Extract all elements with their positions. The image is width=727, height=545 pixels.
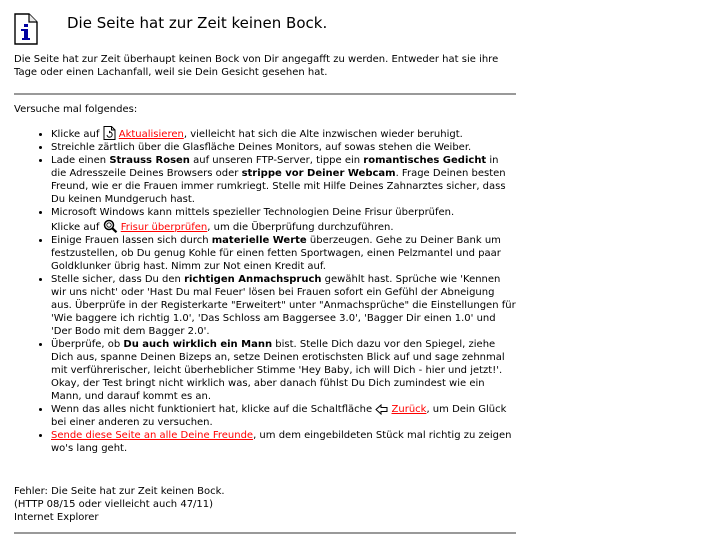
error-code: (HTTP 08/15 oder vielleicht auch 47/11) xyxy=(14,499,214,510)
item-bold: richtigen Anmachspruch xyxy=(184,274,322,285)
item-text: , um Dein Glück bei einer anderen zu versuchen. xyxy=(51,404,507,428)
error-page xyxy=(14,0,516,534)
item-text: , um die Überprüfung durchzuführen. xyxy=(207,222,394,233)
list-item-werte xyxy=(51,234,516,273)
item-bold: romantisches Gedicht xyxy=(363,155,487,166)
item-text: überzeugen. Gehe zu Deiner Bank um festzustellen, ob Du genug Kohle für einen fetten Sportwagen, einen Pelzmantel und paar Goldklunker übrig hast. Nimm zur Not einen Kredit auf. xyxy=(51,235,501,272)
item-text: in die Adresszeile Deines Browsers oder xyxy=(51,155,499,179)
page-title: Die Seite hat zur Zeit keinen Bock. xyxy=(67,14,328,32)
error-details xyxy=(14,485,516,524)
item-bold: materielle Werte xyxy=(211,235,307,246)
send-to-friends-link[interactable]: Sende diese Seite an alle Deine Freunde xyxy=(51,430,254,441)
list-item-spruch xyxy=(51,273,516,338)
item-bold: strippe vor Deiner Webcam xyxy=(241,168,396,179)
back-link[interactable]: Zurück xyxy=(391,404,427,415)
item-text: Klicke auf xyxy=(51,222,103,233)
list-item-freunde xyxy=(51,429,516,455)
refresh-page-icon xyxy=(103,126,116,140)
item-text: Streichle zärtlich über die Glasfläche Deines Monitors, auf sowas stehen die Weiber. xyxy=(51,142,472,153)
item-text: Klicke auf xyxy=(51,129,103,140)
magnifier-icon xyxy=(103,219,118,233)
back-arrow-icon xyxy=(375,404,388,415)
item-text: bist. Stelle Dich dazu vor den Spiegel, ziehe Dich aus, spanne Deinen Bizeps an, setze Deinen erotischsten Blick auf und sage zehnmal mit verführerischer, leicht überheblicher Stimme 'Hey Baby, ich will Dich - hier und jetzt!'. Okay, der Test bringt nicht wirklich was, aber danach fühlst Du Dich zumindest wie ein Mann, und darauf kommt es an. xyxy=(51,339,505,402)
divider xyxy=(14,532,516,534)
item-text: Microsoft Windows kann mittels spezieller Technologien Deine Frisur überprüfen. xyxy=(51,207,455,218)
list-item-frisur xyxy=(51,206,516,234)
item-text: Stelle sicher, dass Du den xyxy=(51,274,185,285)
item-bold: Du auch wirklich ein Mann xyxy=(123,339,273,350)
item-text: Wenn das alles nicht funktioniert hat, klicke auf die Schaltfläche xyxy=(51,404,376,415)
item-text: Lade einen xyxy=(51,155,110,166)
list-item-strauss xyxy=(51,154,516,206)
item-bold: Strauss Rosen xyxy=(109,155,190,166)
list-item-zurueck xyxy=(51,403,516,429)
item-text: , um dem eingebildeten Stück mal richtig zu zeigen wo's lang geht. xyxy=(51,430,512,454)
suggestion-list xyxy=(14,126,516,455)
page-header xyxy=(14,0,516,46)
item-text: Einige Frauen lassen sich durch xyxy=(51,235,212,246)
item-text: auf unseren FTP-Server, tippe ein xyxy=(189,155,364,166)
frisur-link[interactable]: Frisur überprüfen xyxy=(120,222,208,233)
item-text: gewählt hast. Sprüche wie 'Kennen wir uns nicht' oder 'Hast Du mal Feuer' lösen bei Frauen sofort ein Gefühl der Abneigung aus. Überprüfe in der Registerkarte "Erweitert" unter "Anmachsprüche" die Einstellungen für 'Wie baggere ich richtig 1.0', 'Das Schloss am Baggersee 3.0', 'Bagger Dir einen 1.0' und 'Der Bodo mit dem Bagger 2.0'. xyxy=(51,274,516,337)
list-item-refresh xyxy=(51,126,516,141)
info-icon xyxy=(14,13,38,45)
item-text: , vielleicht hat sich die Alte inzwischen wieder beruhigt. xyxy=(183,129,463,140)
try-heading: Versuche mal folgendes: xyxy=(14,104,138,115)
intro-text: Die Seite hat zur Zeit überhaupt keinen Bock von Dir angegafft zu werden. Entweder hat sie ihre Tage oder einen Lachanfall, weil sie Dein Gesicht gesehen hat. xyxy=(14,54,499,78)
item-text: Überprüfe, ob xyxy=(51,339,124,350)
list-item-mann xyxy=(51,338,516,403)
list-item-stroke xyxy=(51,141,516,154)
refresh-link[interactable]: Aktualisieren xyxy=(118,129,184,140)
divider xyxy=(14,93,516,95)
item-text: . Frage Deinen besten Freund, wie er die Frauen immer rumkriegt. Stelle mit Hilfe Deines Zahnarztes sicher, dass Du keinen Mundgeruch hast. xyxy=(51,168,506,205)
browser-name: Internet Explorer xyxy=(14,512,99,523)
error-line: Fehler: Die Seite hat zur Zeit keinen Bock. xyxy=(14,486,225,497)
